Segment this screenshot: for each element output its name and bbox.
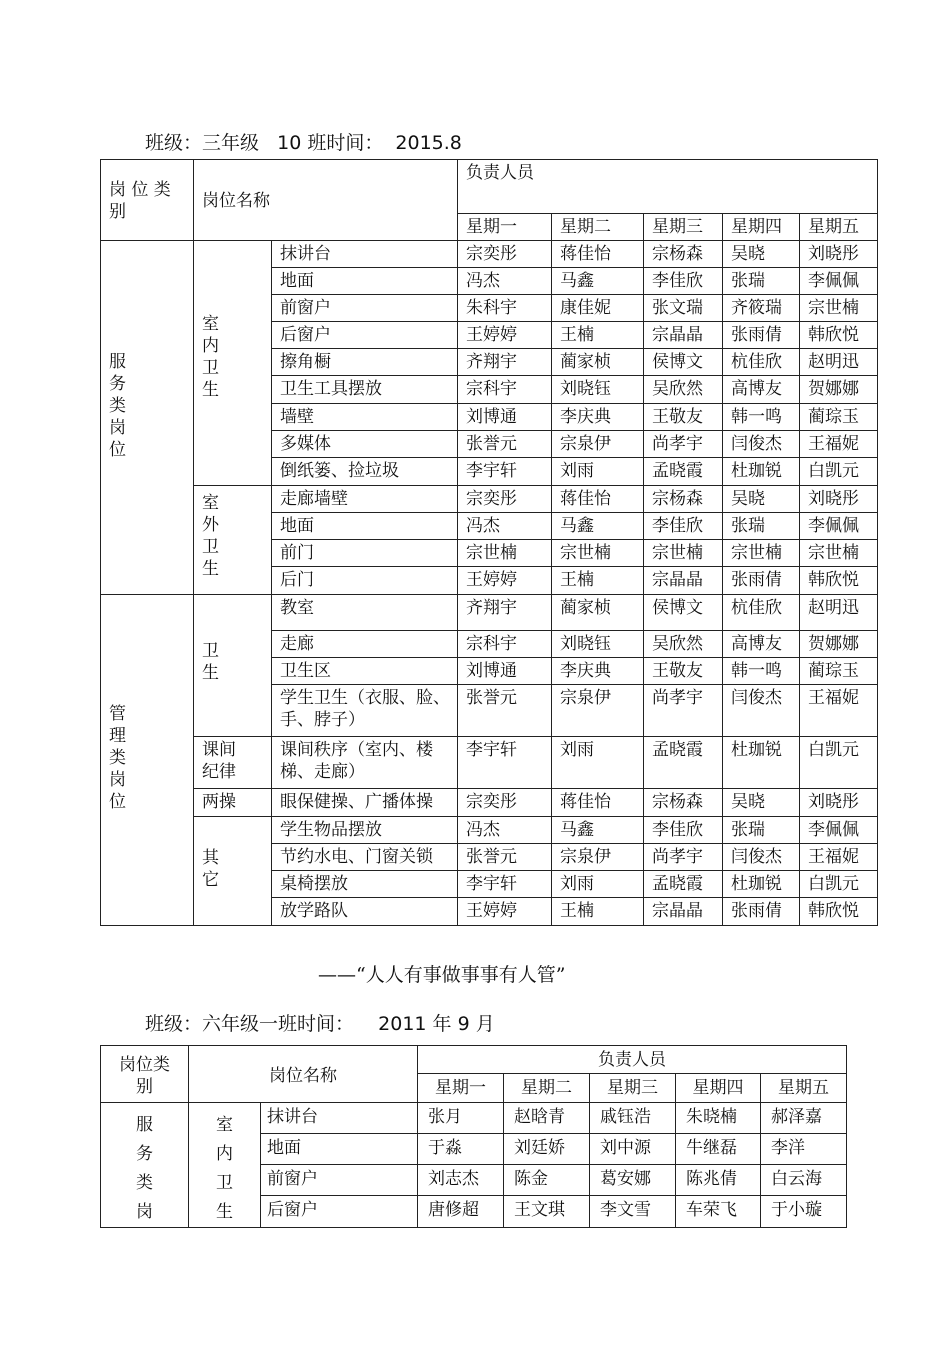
person-cell: 宗晶晶 (644, 898, 723, 926)
person-cell: 李佳欣 (644, 513, 723, 540)
task-name: 学生物品摆放 (272, 817, 458, 844)
person-cell: 刘雨 (552, 737, 644, 789)
person-cell: 蒋佳怡 (552, 241, 644, 268)
person-cell: 刘晓钰 (552, 631, 644, 658)
person-cell: 李佳欣 (644, 268, 723, 295)
person-cell: 齐筱瑞 (723, 295, 800, 322)
person-cell: 吴欣然 (644, 631, 723, 658)
header-day: 星期三 (590, 1074, 676, 1103)
person-cell: 韩一鸣 (723, 658, 800, 685)
person-cell: 陈金 (504, 1164, 590, 1195)
task-name: 擦角橱 (272, 349, 458, 376)
person-cell: 王敬友 (644, 404, 723, 431)
task-name: 后窗户 (272, 322, 458, 349)
person-cell: 刘博通 (458, 658, 552, 685)
header-responsible: 负责人员 (418, 1046, 847, 1074)
person-cell: 吴晓 (723, 486, 800, 513)
person-cell: 张瑞 (723, 817, 800, 844)
person-cell: 李文雪 (590, 1195, 676, 1227)
person-cell: 宗泉伊 (552, 844, 644, 871)
duty-table-grade6 (100, 1045, 847, 1228)
person-cell: 宗杨森 (644, 241, 723, 268)
person-cell: 宗世楠 (644, 540, 723, 567)
table-row (101, 486, 878, 513)
slogan: ——“人人有事做事事有人管” (318, 964, 566, 986)
person-cell: 吴晓 (723, 241, 800, 268)
task-name: 走廊墙壁 (272, 486, 458, 513)
person-cell: 宗泉伊 (552, 431, 644, 458)
person-cell: 刘博通 (458, 404, 552, 431)
person-cell: 戚钰浩 (590, 1103, 676, 1134)
table-row (101, 737, 878, 789)
person-cell: 蒋佳怡 (552, 789, 644, 817)
person-cell: 杭佳欣 (723, 595, 800, 631)
person-cell: 宗科宇 (458, 631, 552, 658)
person-cell: 张雨倩 (723, 567, 800, 595)
person-cell: 宗晶晶 (644, 322, 723, 349)
person-cell: 吴欣然 (644, 376, 723, 404)
person-cell: 唐修超 (418, 1195, 504, 1227)
person-cell: 马鑫 (552, 513, 644, 540)
person-cell: 张誉元 (458, 685, 552, 737)
person-cell: 冯杰 (458, 513, 552, 540)
person-cell: 齐翔宇 (458, 349, 552, 376)
subgroup-break: 课间 纪律 (194, 737, 272, 789)
header-post-name: 岗位名称 (194, 160, 458, 241)
person-cell: 于淼 (418, 1133, 504, 1164)
person-cell: 宗世楠 (458, 540, 552, 567)
subgroup-hygiene: 卫 生 (194, 595, 272, 737)
person-cell: 韩欣悦 (800, 322, 878, 349)
task-name: 地面 (272, 268, 458, 295)
person-cell: 陈兆倩 (676, 1164, 761, 1195)
person-cell: 闫俊杰 (723, 431, 800, 458)
person-cell: 尚孝宇 (644, 431, 723, 458)
subgroup-indoor: 室 内 卫 生 (189, 1103, 261, 1228)
person-cell: 刘廷娇 (504, 1133, 590, 1164)
person-cell: 李洋 (761, 1133, 847, 1164)
person-cell: 张雨倩 (723, 322, 800, 349)
person-cell: 刘晓钰 (552, 376, 644, 404)
person-cell: 白凯元 (800, 737, 878, 789)
person-cell: 李宇轩 (458, 458, 552, 486)
person-cell: 李佳欣 (644, 817, 723, 844)
person-cell: 杜珈锐 (723, 458, 800, 486)
header-day: 星期二 (552, 214, 644, 241)
person-cell: 冯杰 (458, 817, 552, 844)
task-name: 抹讲台 (261, 1103, 418, 1134)
person-cell: 王福妮 (800, 844, 878, 871)
person-cell: 杜珈锐 (723, 871, 800, 898)
person-cell: 蔺家桢 (552, 595, 644, 631)
person-cell: 李佩佩 (800, 817, 878, 844)
header-day: 星期二 (504, 1074, 590, 1103)
task-name: 地面 (261, 1133, 418, 1164)
subgroup-indoor: 室 内 卫 生 (194, 241, 272, 486)
person-cell: 赵明迅 (800, 595, 878, 631)
person-cell: 冯杰 (458, 268, 552, 295)
person-cell: 白凯元 (800, 871, 878, 898)
subgroup-outdoor: 室 外 卫 生 (194, 486, 272, 595)
person-cell: 王楠 (552, 322, 644, 349)
person-cell: 宗世楠 (800, 540, 878, 567)
person-cell: 赵明迅 (800, 349, 878, 376)
table-row (101, 789, 878, 817)
person-cell: 张瑞 (723, 513, 800, 540)
person-cell: 车荣飞 (676, 1195, 761, 1227)
group-service: 服 务 类 岗 (101, 1103, 189, 1228)
person-cell: 王婷婷 (458, 567, 552, 595)
person-cell: 宗世楠 (800, 295, 878, 322)
person-cell: 张瑞 (723, 268, 800, 295)
person-cell: 宗科宇 (458, 376, 552, 404)
task-name: 前窗户 (261, 1164, 418, 1195)
person-cell: 张誉元 (458, 431, 552, 458)
header-day: 星期三 (644, 214, 723, 241)
task-name: 多媒体 (272, 431, 458, 458)
person-cell: 刘中源 (590, 1133, 676, 1164)
person-cell: 韩欣悦 (800, 898, 878, 926)
person-cell: 李宇轩 (458, 737, 552, 789)
person-cell: 马鑫 (552, 268, 644, 295)
person-cell: 宗世楠 (552, 540, 644, 567)
task-name: 走廊 (272, 631, 458, 658)
person-cell: 刘晓彤 (800, 486, 878, 513)
person-cell: 张月 (418, 1103, 504, 1134)
task-name: 地面 (272, 513, 458, 540)
person-cell: 杜珈锐 (723, 737, 800, 789)
duty-table-grade3 (100, 159, 878, 926)
person-cell: 宗奕彤 (458, 241, 552, 268)
task-name: 卫生区 (272, 658, 458, 685)
person-cell: 王福妮 (800, 431, 878, 458)
person-cell: 王文琪 (504, 1195, 590, 1227)
person-cell: 朱晓楠 (676, 1103, 761, 1134)
subgroup-exercise: 两操 (194, 789, 272, 817)
person-cell: 蒋佳怡 (552, 486, 644, 513)
person-cell: 白云海 (761, 1164, 847, 1195)
person-cell: 韩一鸣 (723, 404, 800, 431)
person-cell: 宗奕彤 (458, 789, 552, 817)
person-cell: 宗泉伊 (552, 685, 644, 737)
task-name: 后门 (272, 567, 458, 595)
person-cell: 李宇轩 (458, 871, 552, 898)
person-cell: 韩欣悦 (800, 567, 878, 595)
header-day: 星期一 (418, 1074, 504, 1103)
person-cell: 刘晓彤 (800, 789, 878, 817)
person-cell: 孟晓霞 (644, 737, 723, 789)
header-day: 星期五 (800, 214, 878, 241)
person-cell: 孟晓霞 (644, 458, 723, 486)
task-name: 抹讲台 (272, 241, 458, 268)
person-cell: 刘晓彤 (800, 241, 878, 268)
task-name: 倒纸篓、捡垃圾 (272, 458, 458, 486)
person-cell: 闫俊杰 (723, 685, 800, 737)
table-row (101, 241, 878, 268)
section1-heading: 班级：三年级 10 班时间： 2015.8 (145, 132, 462, 154)
task-name: 教室 (272, 595, 458, 631)
task-name: 眼保健操、广播体操 (272, 789, 458, 817)
person-cell: 李佩佩 (800, 268, 878, 295)
person-cell: 牛继磊 (676, 1133, 761, 1164)
person-cell: 康佳妮 (552, 295, 644, 322)
person-cell: 高博友 (723, 376, 800, 404)
header-category: 岗 位 类 别 (101, 160, 194, 241)
task-name: 放学路队 (272, 898, 458, 926)
person-cell: 蔺琮玉 (800, 658, 878, 685)
person-cell: 侯博文 (644, 595, 723, 631)
person-cell: 刘雨 (552, 871, 644, 898)
person-cell: 刘志杰 (418, 1164, 504, 1195)
person-cell: 白凯元 (800, 458, 878, 486)
person-cell: 马鑫 (552, 817, 644, 844)
person-cell: 宗晶晶 (644, 567, 723, 595)
person-cell: 孟晓霞 (644, 871, 723, 898)
person-cell: 杭佳欣 (723, 349, 800, 376)
person-cell: 王婷婷 (458, 322, 552, 349)
table-row (101, 1103, 847, 1134)
header-category: 岗位类 别 (101, 1046, 189, 1103)
task-name: 课间秩序（室内、楼梯、走廊） (272, 737, 458, 789)
person-cell: 李庆典 (552, 658, 644, 685)
person-cell: 尚孝宇 (644, 685, 723, 737)
table-row (101, 595, 878, 631)
person-cell: 贺娜娜 (800, 631, 878, 658)
person-cell: 张雨倩 (723, 898, 800, 926)
header-day: 星期五 (761, 1074, 847, 1103)
group-service: 服 务 类 岗 位 (101, 241, 194, 595)
person-cell: 王福妮 (800, 685, 878, 737)
header-day: 星期四 (723, 214, 800, 241)
section2-heading: 班级：六年级一班时间： 2011 年 9 月 (145, 1013, 495, 1035)
task-name: 前窗户 (272, 295, 458, 322)
person-cell: 尚孝宇 (644, 844, 723, 871)
person-cell: 于小璇 (761, 1195, 847, 1227)
task-name: 学生卫生（衣服、脸、手、脖子） (272, 685, 458, 737)
person-cell: 宗杨森 (644, 486, 723, 513)
person-cell: 侯博文 (644, 349, 723, 376)
task-name: 节约水电、门窗关锁 (272, 844, 458, 871)
person-cell: 赵晗青 (504, 1103, 590, 1134)
task-name: 卫生工具摆放 (272, 376, 458, 404)
person-cell: 朱科宇 (458, 295, 552, 322)
person-cell: 李佩佩 (800, 513, 878, 540)
person-cell: 王婷婷 (458, 898, 552, 926)
task-name: 后窗户 (261, 1195, 418, 1227)
person-cell: 张文瑞 (644, 295, 723, 322)
person-cell: 葛安娜 (590, 1164, 676, 1195)
person-cell: 张誉元 (458, 844, 552, 871)
person-cell: 闫俊杰 (723, 844, 800, 871)
person-cell: 刘雨 (552, 458, 644, 486)
person-cell: 王楠 (552, 567, 644, 595)
header-day: 星期一 (458, 214, 552, 241)
person-cell: 贺娜娜 (800, 376, 878, 404)
person-cell: 宗奕彤 (458, 486, 552, 513)
person-cell: 郝泽嘉 (761, 1103, 847, 1134)
person-cell: 王楠 (552, 898, 644, 926)
task-name: 墙壁 (272, 404, 458, 431)
header-post-name: 岗位名称 (189, 1046, 418, 1103)
person-cell: 蔺家桢 (552, 349, 644, 376)
person-cell: 齐翔宇 (458, 595, 552, 631)
table-row (101, 817, 878, 844)
task-name: 桌椅摆放 (272, 871, 458, 898)
task-name: 前门 (272, 540, 458, 567)
subgroup-other: 其 它 (194, 817, 272, 926)
person-cell: 高博友 (723, 631, 800, 658)
person-cell: 王敬友 (644, 658, 723, 685)
person-cell: 蔺琮玉 (800, 404, 878, 431)
header-responsible: 负责人员 (458, 160, 878, 214)
group-management: 管 理 类 岗 位 (101, 595, 194, 926)
person-cell: 李庆典 (552, 404, 644, 431)
person-cell: 吴晓 (723, 789, 800, 817)
header-day: 星期四 (676, 1074, 761, 1103)
person-cell: 宗杨森 (644, 789, 723, 817)
person-cell: 宗世楠 (723, 540, 800, 567)
